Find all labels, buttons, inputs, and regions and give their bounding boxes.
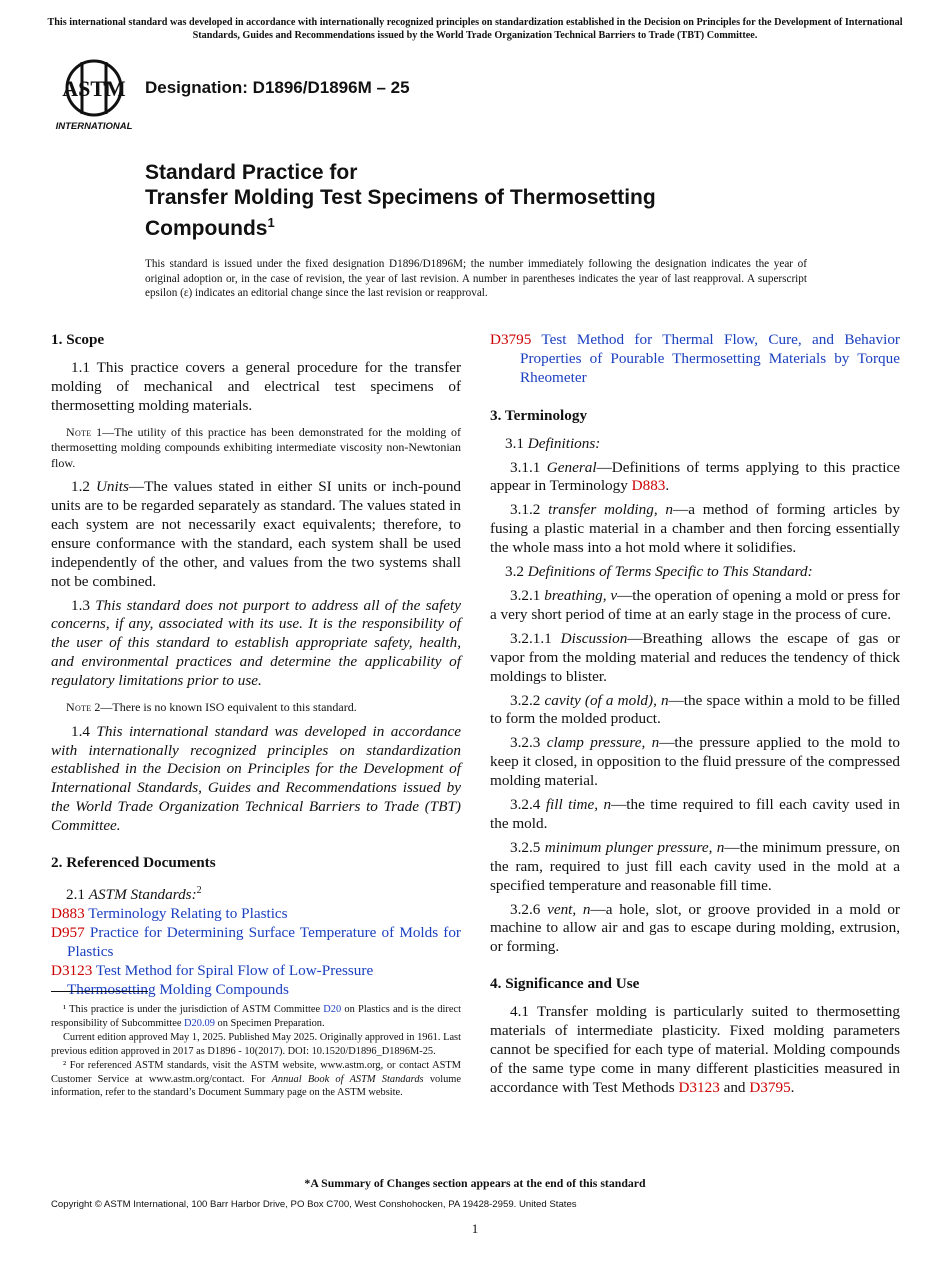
footnote-1-edition: Current edition approved May 1, 2025. Published May 2025. Originally approved in 1961. Last previous edition approved in 2017 as D1896 - 10(2017). DOI: 10.1520/D1896_D1896M-25. xyxy=(51,1032,461,1057)
right-column xyxy=(490,331,900,1103)
footnotes xyxy=(51,1003,461,1101)
title-line-3: Compounds xyxy=(145,217,268,240)
para-3-1: 3.1 Definitions: xyxy=(505,434,601,452)
title-line-1: Standard Practice for xyxy=(145,161,358,184)
section-heading-significance: 4. Significance and Use xyxy=(490,975,640,993)
footnote-2: ² For referenced ASTM standards, visit the ASTM website, www.astm.org, or contact ASTM Customer Service at www.astm.org/contact. For Annual Book of ASTM Standards volume information, refer to the standard’s Document Summary page on the ASTM website. xyxy=(51,1060,461,1098)
section-heading-scope: 1. Scope xyxy=(51,331,105,348)
document-title xyxy=(145,160,785,241)
footnote-rule xyxy=(51,991,148,992)
astm-logo xyxy=(54,56,134,132)
title-footnote-ref: 1 xyxy=(267,215,275,230)
section-heading-referenced-documents: 2. Referenced Documents xyxy=(51,854,216,872)
svg-text:ASTM: ASTM xyxy=(62,76,126,101)
para-1-2: 1.2 Units—The values stated in either SI units or inch-pound units are to be regarded separately as standard. The values stated in each system are not necessarily exact equivalents; therefore, to ensure conformance with the standard, each system shall be used independently of the other, and values from the two systems shall not be combined. xyxy=(51,478,462,590)
note-1: Note 1—The utility of this practice has been demonstrated for the molding of thermosetting molding compounds exhibiting intermediate viscosity non-Newtonian flow. xyxy=(51,424,461,470)
para-3-2-6: 3.2.6 vent, n—a hole, slot, or groove provided in a mold or machine to allow air and gas to escape during molding, extrusion, or forming. xyxy=(490,900,900,956)
ref-item[interactable]: D3123 Test Method for Spiral Flow of Low-Pressure Thermosetting Molding Compounds xyxy=(51,961,374,998)
para-3-1-1: 3.1.1 General—Definitions of terms applying to this practice appear in Terminology D883. xyxy=(490,458,900,495)
note-2: Note 2—There is no known ISO equivalent to this standard. xyxy=(66,700,357,715)
para-3-2-1: 3.2.1 breathing, v—the operation of opening a mold or press for a very short period of time at an early stage in the process of cure. xyxy=(490,586,900,623)
footnote-1: ¹ This practice is under the jurisdiction of ASTM Committee D20 on Plastics and is the direct responsibility of Subcommittee D20.09 on Specimen Preparation. xyxy=(51,1004,461,1029)
link-d3795[interactable]: D3795 xyxy=(749,1078,791,1096)
title-line-2: Transfer Molding Test Specimens of Thermosetting xyxy=(145,186,656,209)
summary-of-changes-note: *A Summary of Changes section appears at the end of this standard xyxy=(304,1176,646,1190)
para-3-2: 3.2 Definitions of Terms Specific to This Standard: xyxy=(505,563,813,581)
para-3-2-3: 3.2.3 clamp pressure, n—the pressure applied to the mold to keep it closed, in opposition to the fluid pressure of the compressed molding material. xyxy=(490,734,900,790)
logo-wordmark: INTERNATIONAL xyxy=(55,121,133,132)
ref-item[interactable]: D883 Terminology Relating to Plastics xyxy=(51,904,288,922)
section-heading-terminology: 3. Terminology xyxy=(490,406,588,424)
para-4-1: 4.1 Transfer molding is particularly suited to thermosetting materials of intermediate plasticity. Fixed molding parameters cannot be specified for each type of material. Molding compounds of the same type come in many different plasticities measured in accordance with Test Methods D3123 and D3795. xyxy=(490,1003,900,1096)
para-1-4: 1.4 This international standard was developed in accordance with internationally recognized principles on standardization established in the Decision on Principles for the Development of International Standards, Guides and Recommendations issued by the World Trade Organization Technical Barriers to Trade (TBT) Committee. xyxy=(51,722,461,835)
designation: Designation: D1896/D1896M – 25 xyxy=(145,78,410,97)
para-1-3: 1.3 This standard does not purport to address all of the safety concerns, if any, associated with its use. It is the responsibility of the user of this standard to establish appropriate safety, health, and environmental practices and determine the applicability of regulatory limitations prior to use. xyxy=(51,596,461,690)
para-3-1-2: 3.1.2 transfer molding, n—a method of forming articles by fusing a plastic material in a chamber and then forcing essentially the whole mass into a hot mold where it solidifies. xyxy=(490,501,900,557)
ref-item[interactable]: D3795 Test Method for Thermal Flow, Cure, and Behavior Properties of Pourable Thermosetting Materials by Torque Rheometer xyxy=(490,331,900,386)
ref-d3123-title: Test Method for Spiral Flow of Low-Pressure Thermosetting Molding Compounds xyxy=(67,961,374,998)
ref-item[interactable]: D957 Practice for Determining Surface Temperature of Molds for Plastics xyxy=(51,923,461,960)
link-d883[interactable]: D883 xyxy=(631,477,666,495)
tbt-banner: This international standard was developed in accordance with internationally recognized principles on standardization established in the Decision on Principles for the Development of International Standards, Guides and Recommendations issued by the World Trade Organization Technical Barriers to Trade (TBT) Committee. xyxy=(47,17,903,41)
link-d20[interactable]: D20 xyxy=(323,1004,342,1015)
para-3-2-2: 3.2.2 cavity (of a mold), n—the space within a mold to be filled to form the molded product. xyxy=(490,691,901,728)
issuance-statement: This standard is issued under the fixed designation D1896/D1896M; the number immediately following the designation indicates the year of original adoption or, in the case of revision, the year of last revision. A number in parentheses indicates the year of last reapproval. A superscript epsilon (ε) indicates an editorial change since the last revision or reapproval. xyxy=(145,258,807,299)
copyright: Copyright © ASTM International, 100 Barr Harbor Drive, PO Box C700, West Conshohocken, PA 19428-2959. United States xyxy=(51,1199,577,1210)
link-d20-09[interactable]: D20.09 xyxy=(184,1017,215,1029)
para-1-1: 1.1 This practice covers a general procedure for the transfer molding of mechanical and electrical test specimens of thermosetting molding materials. xyxy=(51,358,461,414)
page-number: 1 xyxy=(471,1221,479,1236)
link-d3123[interactable]: D3123 xyxy=(678,1078,720,1096)
para-3-2-1-1: 3.2.1.1 Discussion—Breathing allows the escape of gas or vapor from the molding material and reduces the tendency of thick moldings to blister. xyxy=(490,629,901,685)
left-column xyxy=(51,331,461,999)
para-3-2-4: 3.2.4 fill time, n—the time required to fill each cavity used in the mold. xyxy=(490,796,900,832)
para-2-1: 2.1 ASTM Standards:$^2$ xyxy=(66,884,202,903)
para-3-2-5: 3.2.5 minimum plunger pressure, n—the minimum pressure, on the ram, required to just fill each cavity used in the mold at a specified temperature and reasonable fill time. xyxy=(490,838,900,894)
